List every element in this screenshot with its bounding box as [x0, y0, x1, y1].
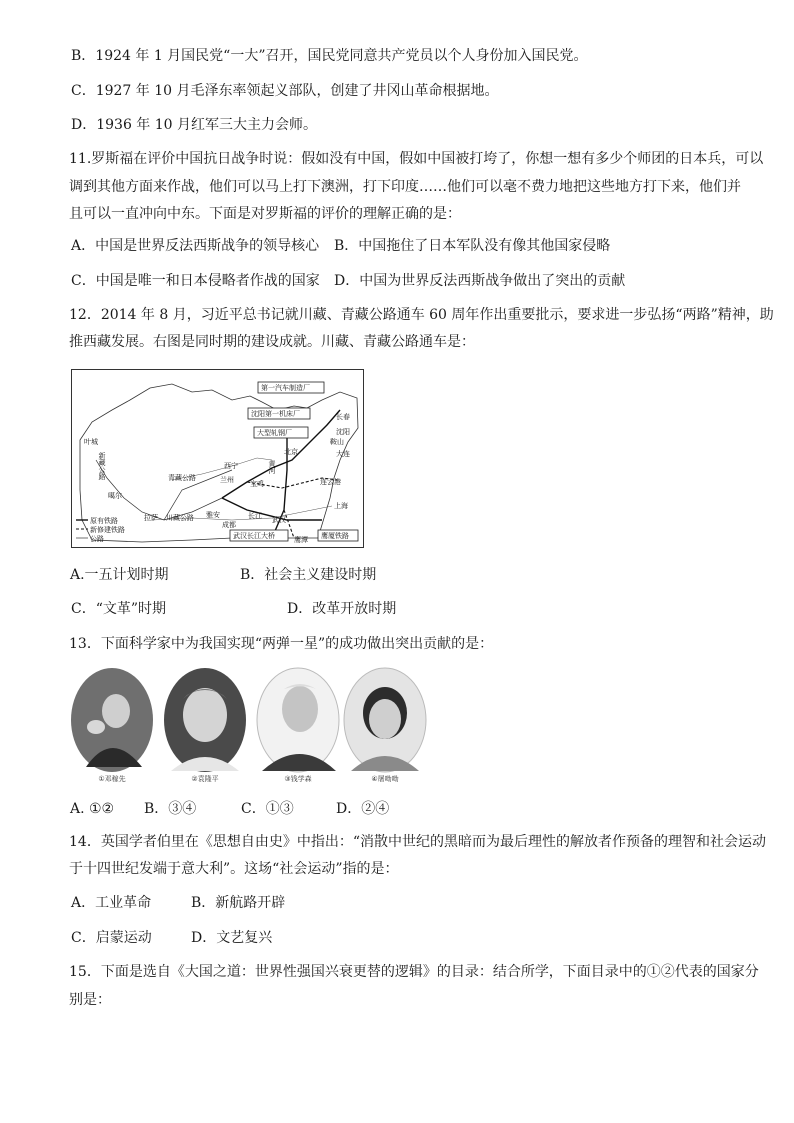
map-box-yingxia-railway: 鹰厦铁路 — [321, 532, 349, 540]
map-city-beijing: 北京 — [284, 448, 298, 456]
map-box-wuhan-bridge: 武汉长江大桥 — [233, 532, 275, 540]
q11-stem-line-2: 调到其他方面来作战，他们可以马上打下澳洲，打下印度……他们可以毫不费力地把这些地方打下来，他们并 — [69, 179, 741, 195]
caption-1: ①邓稼先 — [98, 775, 126, 783]
q11-option-a: A．中国是世界反法西斯战争的领导核心 — [71, 238, 320, 254]
map-city-yecheng: 叶城 — [84, 438, 98, 446]
caption-4: ④屠呦呦 — [371, 775, 399, 783]
q14-option-b: B．新航路开辟 — [191, 895, 286, 911]
q14-option-d: D．文艺复兴 — [191, 930, 273, 946]
caption-2: ②袁隆平 — [191, 775, 219, 783]
map-river-huanghe: 黄河 — [268, 460, 276, 474]
q14-option-a: A．工业革命 — [71, 895, 152, 911]
q11-option-c: C．中国是唯一和日本侵略者作战的国家 — [71, 273, 320, 289]
map-city-lianyungang: 连云港 — [320, 478, 341, 486]
q12-stem-line-1: 12．2014 年 8 月，习近平总书记就川藏、青藏公路通车 60 周年作出重要批示，要求进一步弘扬“两路”精神，助 — [69, 307, 774, 323]
q12-option-a: A.一五计划时期 — [70, 567, 169, 583]
map-city-chengdu: 成都 — [222, 521, 236, 529]
map-road-xinzang: 新藏公路 — [98, 452, 106, 480]
q13-option-d: D．②④ — [336, 801, 390, 817]
map-city-lanzhou: 兰州 — [220, 476, 234, 484]
map-legend-new-railway: 新修建铁路 — [90, 526, 125, 534]
q12-option-b: B．社会主义建设时期 — [240, 567, 377, 583]
q14-stem-line-1: 14．英国学者伯里在《思想自由史》中指出：“消散中世纪的黑暗而为最后理性的解放者作预备的理智和社会运动 — [69, 834, 766, 850]
q12-option-d: D．改革开放时期 — [287, 601, 397, 617]
china-construction-map — [71, 369, 364, 548]
q13-stem: 13．下面科学家中为我国实现“两弹一星”的成功做出突出贡献的是： — [69, 636, 494, 652]
q13-option-c: C．①③ — [241, 801, 294, 817]
q14-stem-line-2: 于十四世纪发端于意大利”。这场“社会运动”指的是： — [69, 861, 399, 877]
map-city-shanghai: 上海 — [334, 502, 348, 510]
portrait-deng-jiaxian — [70, 667, 154, 773]
q13-option-a: A. ①② — [70, 801, 115, 817]
map-city-yingtan: 鹰潭 — [294, 536, 308, 544]
map-city-gaer: 噶尔 — [108, 492, 122, 500]
q11-stem-line-1: 11.罗斯福在评价中国抗日战争时说：假如没有中国，假如中国被打垮了，你想一想有多少个师团的日本兵，可以 — [69, 151, 764, 167]
portrait-yuan-longping — [163, 667, 247, 773]
q11-option-b: B．中国拖住了日本军队没有像其他国家侵略 — [334, 238, 611, 254]
portrait-tu-youyou — [343, 667, 427, 773]
map-city-yaan: 雅安 — [206, 511, 220, 519]
q10-option-b: B．1924 年 1 月国民党“一大”召开，国民党同意共产党员以个人身份加入国民党。 — [71, 48, 588, 64]
q13-option-b: B．③④ — [144, 801, 197, 817]
map-city-baoji: 宝鸡 — [250, 480, 264, 488]
q10-option-c: C．1927 年 10 月毛泽东率领起义部队，创建了井冈山革命根据地。 — [71, 83, 499, 99]
map-box-shenyang-machine-tool: 沈阳第一机床厂 — [251, 410, 300, 418]
map-road-chuanzang: 川藏公路 — [166, 514, 194, 522]
q11-stem-line-3: 且可以一直冲向中东。下面是对罗斯福的评价的理解正确的是： — [69, 206, 461, 222]
portrait-qian-xuesen — [256, 667, 340, 773]
q10-option-d: D．1936 年 10 月红军三大主力会师。 — [71, 117, 318, 133]
q12-stem-line-2: 推西藏发展。右图是同时期的建设成就。川藏、青藏公路通车是： — [69, 334, 475, 350]
map-box-first-auto-plant: 第一汽车制造厂 — [261, 384, 310, 392]
caption-3: ③钱学森 — [284, 775, 312, 783]
q15-stem-line-2: 别是： — [69, 992, 111, 1008]
map-legend-highway: 公路 — [90, 535, 104, 543]
map-city-xining: 西宁 — [224, 462, 238, 470]
map-box-steel-rolling-mill: 大型轧钢厂 — [257, 429, 292, 437]
map-city-changchun: 长春 — [336, 413, 350, 421]
map-city-shenyang: 沈阳 — [336, 428, 350, 436]
q12-option-c: C．“文革”时期 — [71, 601, 167, 617]
q11-option-d: D．中国为世界反法西斯战争做出了突出的贡献 — [334, 273, 626, 289]
map-city-wuhan: 武汉 — [272, 516, 286, 524]
map-city-anshan: 鞍山 — [330, 438, 344, 446]
map-city-dalian: 大连 — [336, 450, 350, 458]
q15-stem-line-1: 15．下面是选自《大国之道：世界性强国兴衰更替的逻辑》的目录：结合所学，下面目录中的①②代表的国家分 — [69, 964, 759, 980]
map-city-lasa: 拉萨 — [144, 514, 158, 522]
map-road-qingzang: 青藏公路 — [168, 474, 196, 482]
map-legend-existing-railway: 原有铁路 — [90, 517, 118, 525]
q14-option-c: C．启蒙运动 — [71, 930, 152, 946]
map-river-changjiang: 长江 — [248, 512, 262, 520]
